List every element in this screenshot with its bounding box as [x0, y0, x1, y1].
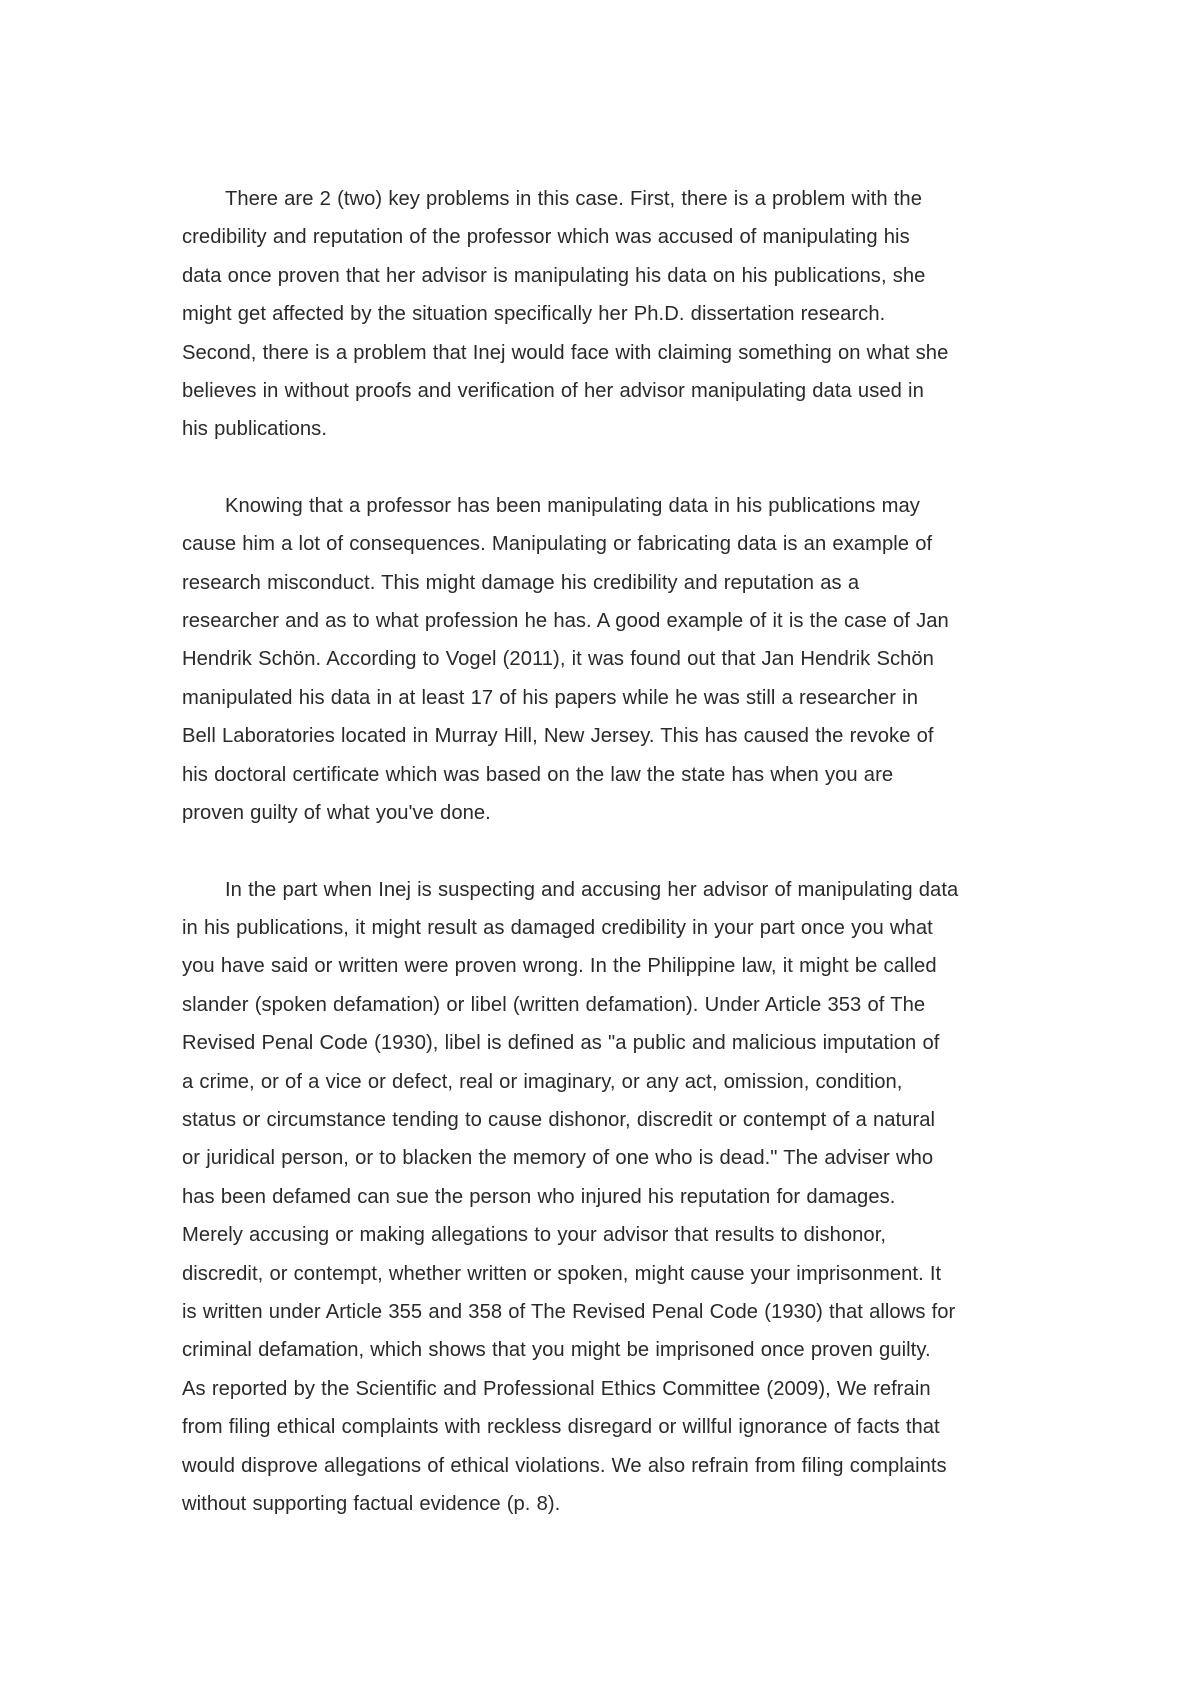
text-line: As reported by the Scientific and Professional Ethics Committee (2009), We refrain	[182, 1377, 931, 1400]
text-line: discredit, or contempt, whether written or spoken, might cause your imprisonment. It	[182, 1262, 942, 1285]
text-line: you have said or written were proven wrong. In the Philippine law, it might be called	[182, 955, 937, 978]
text-line: cause him a lot of consequences. Manipulating or fabricating data is an example of	[182, 533, 933, 556]
text-line: his publications.	[182, 418, 327, 441]
text-line: Merely accusing or making allegations to your advisor that results to dishonor,	[182, 1224, 887, 1247]
text-line: believes in without proofs and verification of her advisor manipulating data used in	[182, 380, 924, 403]
text-line: his doctoral certificate which was based on the law the state has when you are	[182, 763, 894, 786]
document-body	[182, 180, 1030, 1561]
text-line: criminal defamation, which shows that you might be imprisoned once proven guilty.	[182, 1339, 931, 1362]
text-line: in his publications, it might result as damaged credibility in your part once you what	[182, 916, 933, 939]
text-line: without supporting factual evidence (p. 8).	[182, 1493, 561, 1515]
text-line: status or circumstance tending to cause dishonor, discredit or contempt of a natural	[182, 1108, 936, 1131]
text-line: or juridical person, or to blacken the memory of one who is dead." The adviser who	[182, 1147, 934, 1170]
text-line: researcher and as to what profession he has. A good example of it is the case of Jan	[182, 610, 949, 633]
text-line: is written under Article 355 and 358 of The Revised Penal Code (1930) that allows for	[182, 1300, 956, 1323]
text-line: Second, there is a problem that Inej would face with claiming something on what she	[182, 341, 949, 364]
text-line: a crime, or of a vice or defect, real or imaginary, or any act, omission, condition,	[182, 1070, 903, 1093]
paragraph-key-problems	[182, 180, 1030, 449]
text-line: Hendrik Schön. According to Vogel (2011), it was found out that Jan Hendrik Schön	[182, 648, 934, 671]
text-line: slander (spoken defamation) or libel (written defamation). Under Article 353 of The	[182, 993, 926, 1016]
text-line: proven guilty of what you've done.	[182, 802, 491, 825]
text-line: from filing ethical complaints with reckless disregard or willful ignorance of facts that	[182, 1416, 940, 1439]
text-line: credibility and reputation of the professor which was accused of manipulating his	[182, 226, 910, 249]
text-line: Bell Laboratories located in Murray Hill, New Jersey. This has caused the revoke of	[182, 725, 934, 748]
text-line: has been defamed can sue the person who injured his reputation for damages.	[182, 1185, 896, 1208]
text-line: manipulated his data in at least 17 of his papers while he was still a researcher in	[182, 686, 918, 709]
text-line: There are 2 (two) key problems in this case. First, there is a problem with the	[225, 188, 922, 210]
paragraph-consequences	[182, 487, 1030, 833]
text-line: data once proven that her advisor is manipulating his data on his publications, she	[182, 264, 926, 287]
text-line: In the part when Inej is suspecting and accusing her advisor of manipulating data	[225, 878, 959, 901]
paragraph-defamation	[182, 871, 1030, 1524]
text-line: Revised Penal Code (1930), libel is defined as "a public and malicious imputation of	[182, 1032, 940, 1055]
text-line: might get affected by the situation specifically her Ph.D. dissertation research.	[182, 303, 886, 326]
text-line: Knowing that a professor has been manipulating data in his publications may	[225, 494, 920, 517]
text-line: research misconduct. This might damage his credibility and reputation as a	[182, 571, 860, 594]
text-line: would disprove allegations of ethical violations. We also refrain from filing complaints	[182, 1454, 947, 1477]
